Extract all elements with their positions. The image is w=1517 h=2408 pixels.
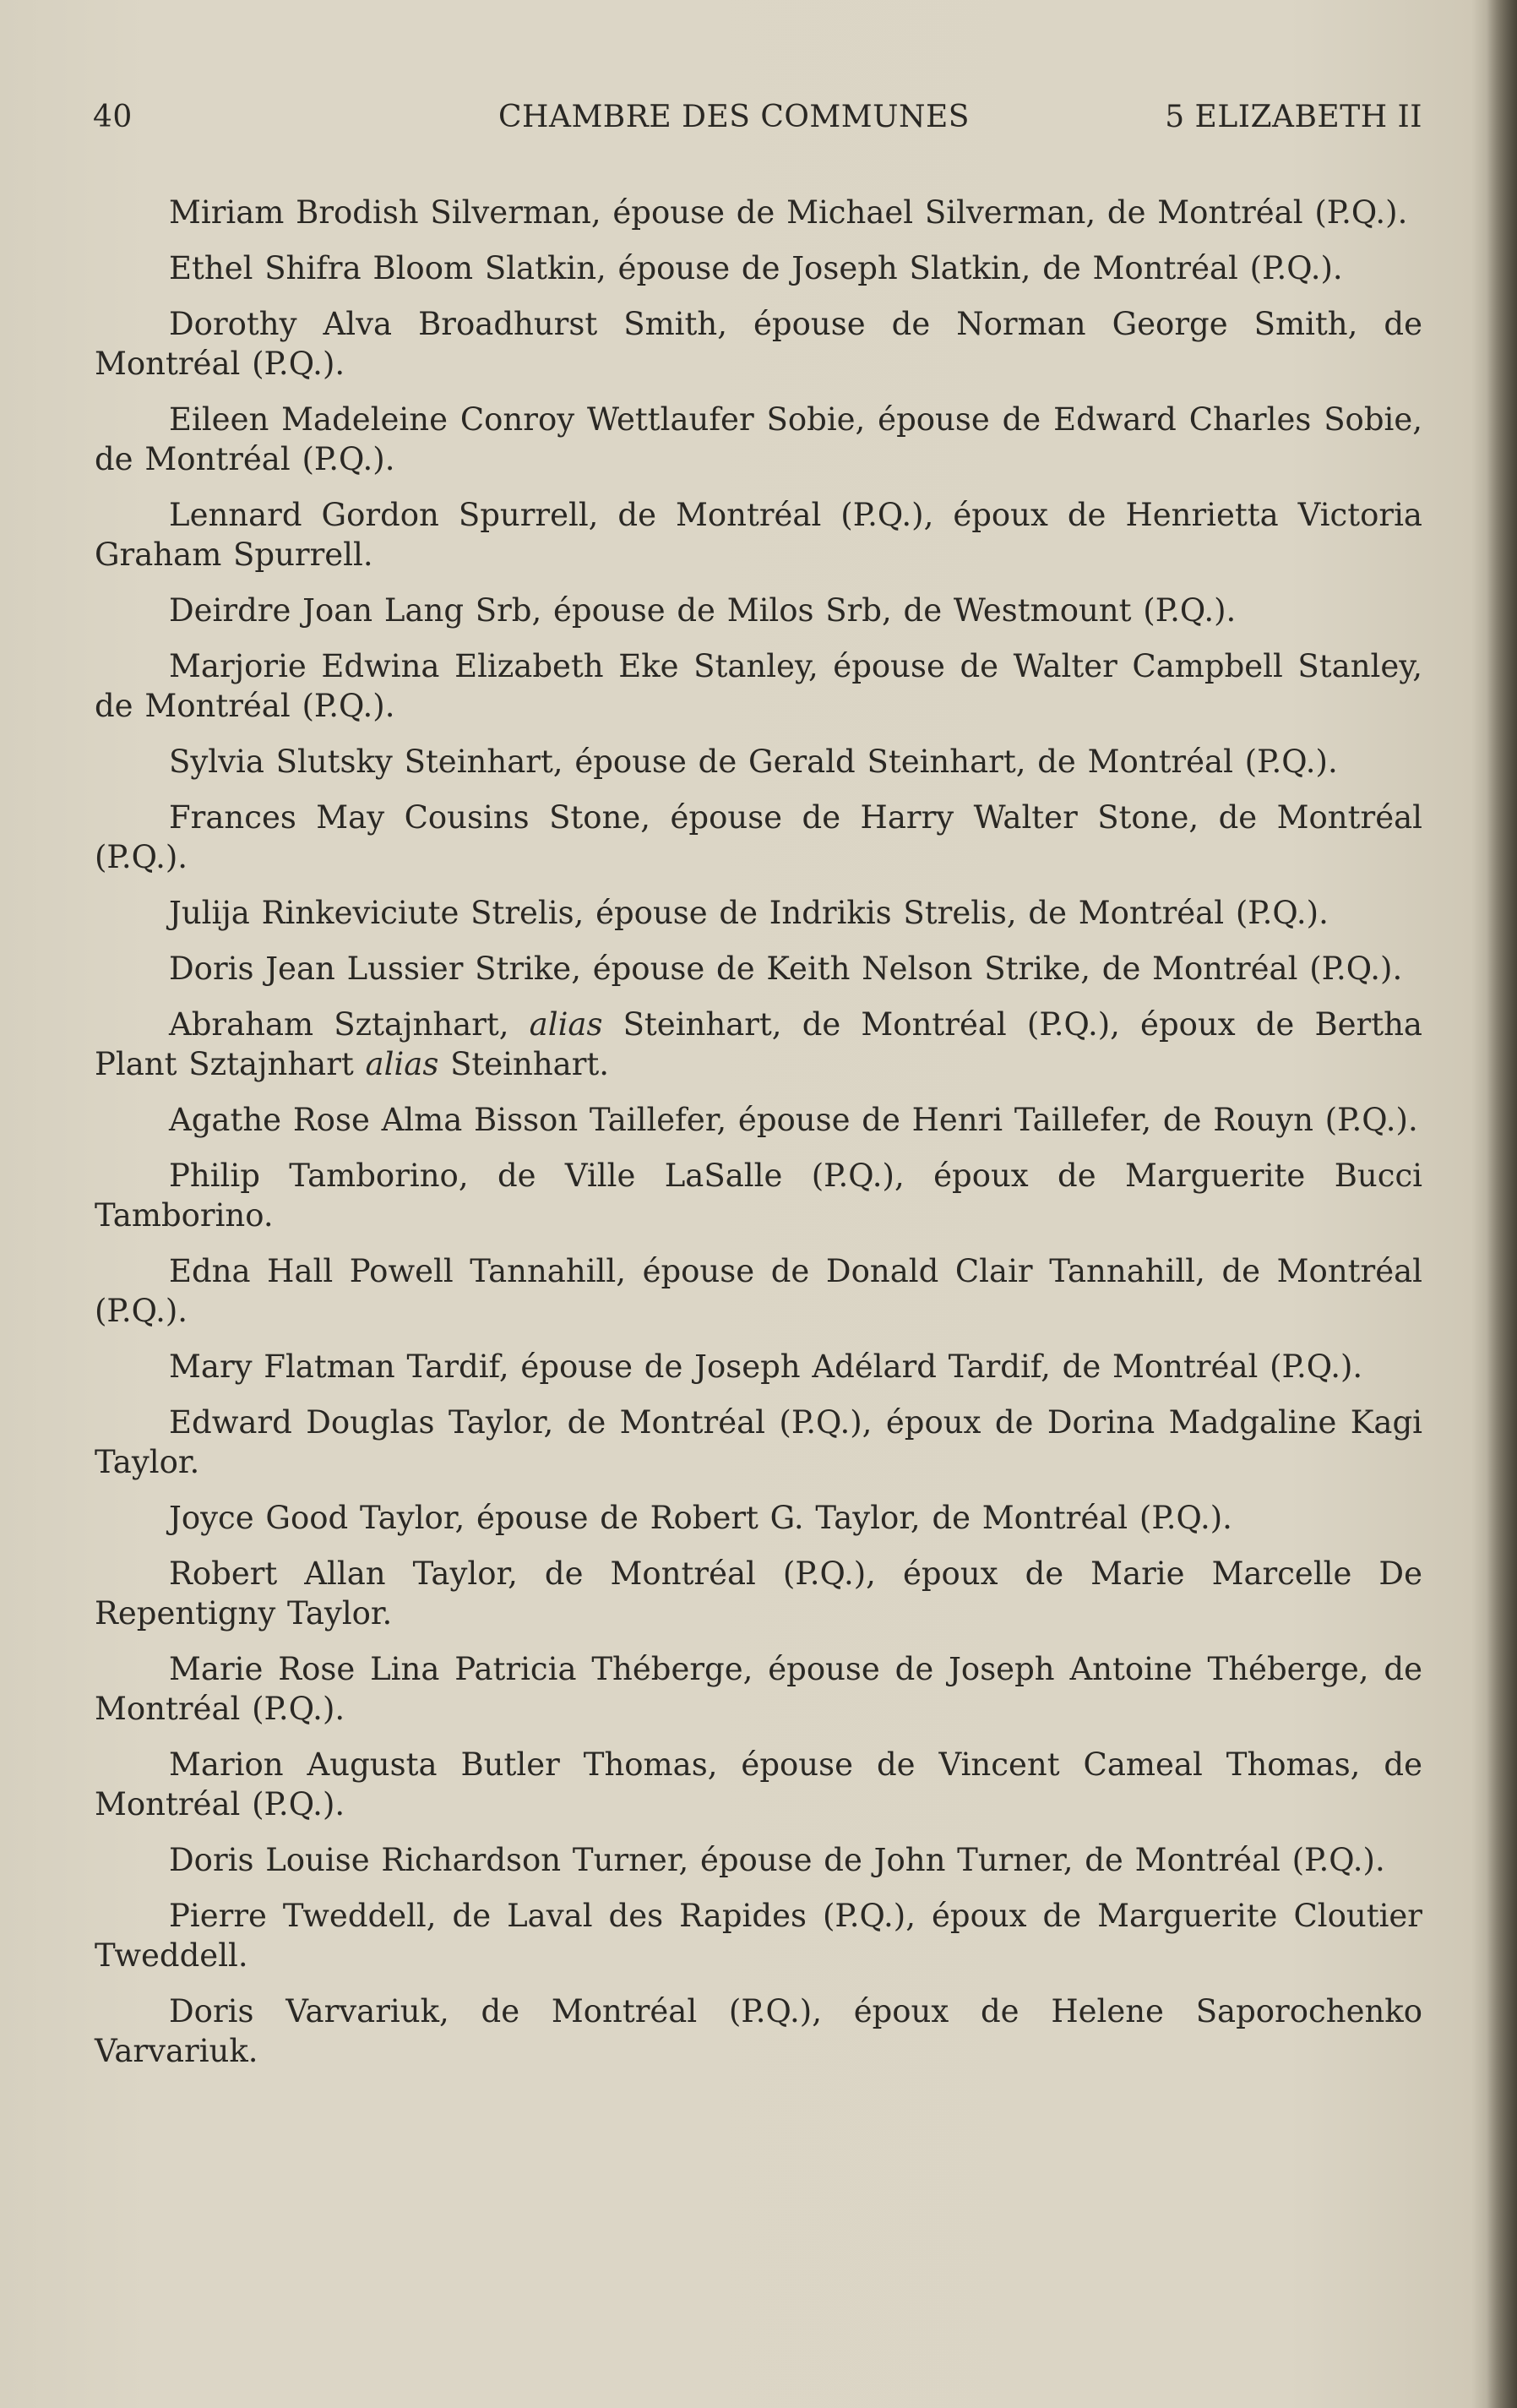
list-item: Edna Hall Powell Tannahill, épouse de Donald Clair Tannahill, de Montréal (P.Q.). — [95, 1253, 1422, 1329]
list-item: Marie Rose Lina Patricia Théberge, épouse de Joseph Antoine Théberge, de Montréal (P.Q.). — [95, 1651, 1422, 1727]
list-item: Lennard Gordon Spurrell, de Montréal (P.Q.), époux de Henrietta Victoria Graham Spurrell. — [95, 497, 1422, 573]
page-number: 40 — [93, 100, 133, 134]
entry-text: Steinhart, de Montréal (P.Q.), époux de Bertha Plant Sztajnhart — [95, 1006, 1422, 1082]
alias-italic: alias — [529, 1006, 603, 1043]
list-item: Julija Rinkeviciute Strelis, épouse de Indrikis Strelis, de Montréal (P.Q.). — [169, 895, 1329, 931]
running-title: CHAMBRE DES COMMUNES — [498, 100, 970, 134]
entry-text: Abraham Sztajnhart, — [169, 1006, 530, 1043]
list-item: Mary Flatman Tardif, épouse de Joseph Adélard Tardif, de Montréal (P.Q.). — [169, 1348, 1363, 1385]
session-label: 5 ELIZABETH II — [1165, 100, 1422, 134]
list-item — [95, 1005, 1422, 1084]
list-item: Miriam Brodish Silverman, épouse de Michael Silverman, de Montréal (P.Q.). — [169, 194, 1408, 231]
list-item: Eileen Madeleine Conroy Wettlaufer Sobie, épouse de Edward Charles Sobie, de Montréal (P.Q.). — [95, 401, 1422, 477]
list-item: Philip Tamborino, de Ville LaSalle (P.Q.), époux de Marguerite Bucci Tamborino. — [95, 1158, 1422, 1234]
list-item: Joyce Good Taylor, épouse de Robert G. Taylor, de Montréal (P.Q.). — [169, 1500, 1232, 1536]
list-item: Marion Augusta Butler Thomas, épouse de Vincent Cameal Thomas, de Montréal (P.Q.). — [95, 1746, 1422, 1822]
list-item: Doris Varvariuk, de Montréal (P.Q.), époux de Helene Saporochenko Varvariuk. — [95, 1993, 1422, 2069]
list-item: Dorothy Alva Broadhurst Smith, épouse de Norman George Smith, de Montréal (P.Q.). — [95, 306, 1422, 382]
list-item: Pierre Tweddell, de Laval des Rapides (P.Q.), époux de Marguerite Cloutier Tweddell. — [95, 1898, 1422, 1974]
alias-italic: alias — [365, 1046, 439, 1082]
list-item: Frances May Cousins Stone, épouse de Harry Walter Stone, de Montréal (P.Q.). — [95, 799, 1422, 875]
list-item: Ethel Shifra Bloom Slatkin, épouse de Joseph Slatkin, de Montréal (P.Q.). — [169, 250, 1343, 286]
page-header — [93, 100, 1422, 139]
list-item: Robert Allan Taylor, de Montréal (P.Q.), époux de Marie Marcelle De Repentigny Taylor. — [95, 1555, 1422, 1632]
list-item: Edward Douglas Taylor, de Montréal (P.Q.), époux de Dorina Madgaline Kagi Taylor. — [95, 1404, 1422, 1480]
list-item: Doris Louise Richardson Turner, épouse de John Turner, de Montréal (P.Q.). — [169, 1842, 1385, 1878]
entry-list — [95, 193, 1422, 2087]
list-item: Marjorie Edwina Elizabeth Eke Stanley, épouse de Walter Campbell Stanley, de Montréal (P.Q.). — [95, 648, 1422, 724]
page-binding-edge — [1487, 0, 1517, 2408]
list-item: Sylvia Slutsky Steinhart, épouse de Gerald Steinhart, de Montréal (P.Q.). — [169, 744, 1338, 780]
list-item: Agathe Rose Alma Bisson Taillefer, épouse de Henri Taillefer, de Rouyn (P.Q.). — [169, 1102, 1418, 1138]
list-item: Deirdre Joan Lang Srb, épouse de Milos Srb, de Westmount (P.Q.). — [169, 592, 1237, 629]
entry-text: Steinhart. — [438, 1046, 610, 1082]
list-item: Doris Jean Lussier Strike, épouse de Keith Nelson Strike, de Montréal (P.Q.). — [169, 951, 1403, 987]
